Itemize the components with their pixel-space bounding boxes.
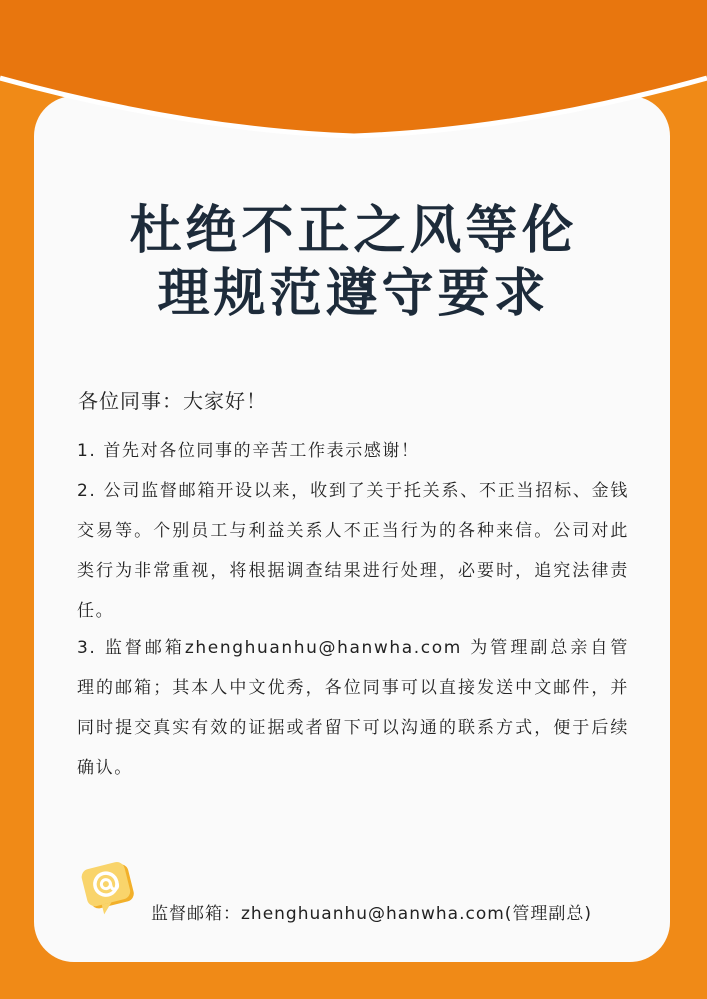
footer-email: 监督邮箱：zhenghuanhu@hanwha.com(管理副总) (151, 904, 593, 924)
greeting: 各位同事：大家好！ (78, 389, 267, 413)
notice-item-3: 3. 监督邮箱zhenghuanhu@hanwha.com 为管理副总亲自管理的邮箱；其本人中文优秀，各位同事可以直接发送中文邮件，并同时提交真实有效的证据或者留下可以沟通的联系方式，便于后续确认。 (77, 638, 629, 778)
notice-item-1: 1. 首先对各位同事的辛苦工作表示感谢！ (77, 441, 420, 461)
page-title-line-1: 杜绝不正之风等伦 (129, 201, 578, 261)
notice-item-2: 2. 公司监督邮箱开设以来，收到了关于托关系、不正当招标、金钱交易等。个别员工与利益关系人不正当行为的各种来信。公司对此类行为非常重视，将根据调查结果进行处理，必要时，追究法律责任。 (77, 481, 629, 621)
email-at-icon (78, 855, 144, 921)
page-title-line-2: 理规范遵守要求 (157, 264, 550, 324)
